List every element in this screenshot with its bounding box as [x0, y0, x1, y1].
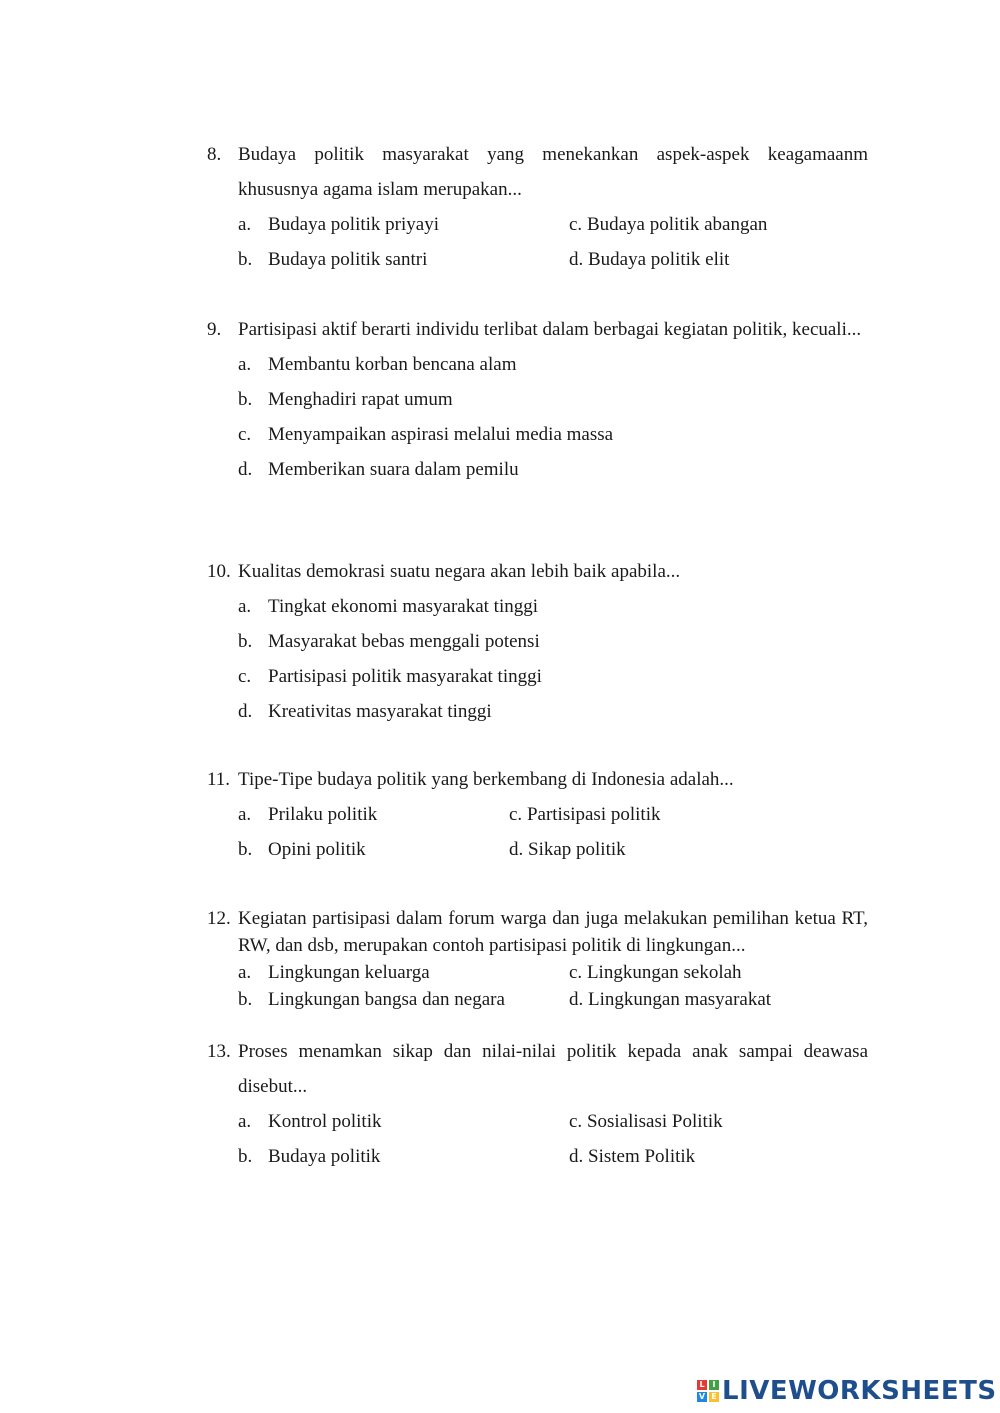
option-text: Kontrol politik: [268, 1111, 382, 1132]
question-stem: [207, 762, 868, 797]
brand-name: LIVEWORKSHEETS: [722, 1376, 997, 1406]
option-a[interactable]: a. Lingkungan keluarga: [238, 962, 430, 983]
question-11: [207, 762, 868, 867]
option-d[interactable]: d. Lingkungan masyarakat: [569, 989, 772, 1010]
option-c[interactable]: c. Partisipasi politik masyarakat tinggi: [238, 666, 542, 687]
option-a[interactable]: a. Prilaku politik: [238, 804, 378, 825]
option-text: Masyarakat bebas menggali potensi: [268, 631, 540, 652]
option-text: Lingkungan masyarakat: [588, 989, 772, 1010]
option-row: [207, 832, 868, 867]
option-text: Sosialisasi Politik: [586, 1111, 723, 1132]
option-row: [207, 242, 868, 277]
question-text: Proses menamkan sikap dan nilai-nilai politik kepada anak sampai deawasa disebut...: [238, 1041, 868, 1097]
option-text: Menyampaikan aspirasi melalui media massa: [268, 424, 614, 445]
question-number: 9.: [207, 319, 222, 340]
question-10: [207, 554, 868, 729]
option-text: Budaya politik: [268, 1146, 381, 1167]
option-text: Lingkungan keluarga: [268, 962, 430, 983]
option-b[interactable]: b. Menghadiri rapat umum: [238, 389, 453, 410]
option-a[interactable]: a. Budaya politik priyayi: [238, 214, 439, 235]
option-text: Lingkungan sekolah: [586, 962, 742, 983]
option-text: Prilaku politik: [268, 804, 378, 825]
option-row: [207, 1104, 868, 1139]
option-b[interactable]: b. Budaya politik santri: [238, 249, 428, 270]
option-text: Budaya politik priyayi: [268, 214, 439, 235]
option-c[interactable]: c. Sosialisasi Politik: [569, 1111, 723, 1132]
option-c[interactable]: c. Menyampaikan aspirasi melalui media massa: [238, 424, 614, 445]
option-row: [207, 797, 868, 832]
option-a[interactable]: a. Membantu korban bencana alam: [238, 354, 517, 375]
option-b[interactable]: b. Opini politik: [238, 839, 366, 860]
option-text: Partisipasi politik: [526, 804, 661, 825]
option-b[interactable]: b. Budaya politik: [238, 1146, 381, 1167]
question-number: 11.: [207, 769, 231, 790]
option-c[interactable]: c. Partisipasi politik: [509, 804, 661, 825]
option-b[interactable]: b. Masyarakat bebas menggali potensi: [238, 631, 540, 652]
option-row: [207, 207, 868, 242]
option-text: Menghadiri rapat umum: [268, 389, 453, 410]
option-b[interactable]: b. Lingkungan bangsa dan negara: [238, 989, 505, 1010]
option-d[interactable]: d. Sistem Politik: [569, 1146, 696, 1167]
option-text: Tingkat ekonomi masyarakat tinggi: [268, 596, 539, 617]
logo-mark-icon: L I V E: [697, 1380, 719, 1402]
question-13: [207, 1034, 868, 1174]
option-a[interactable]: a. Kontrol politik: [238, 1111, 382, 1132]
question-8: [207, 137, 868, 277]
question-number: 12.: [207, 908, 231, 929]
option-text: Memberikan suara dalam pemilu: [268, 459, 519, 480]
question-number: 10.: [207, 561, 231, 582]
option-d[interactable]: d. Memberikan suara dalam pemilu: [238, 459, 519, 480]
question-text: Kegiatan partisipasi dalam forum warga dan juga melakukan pemilihan ketua RT, RW, dan dsb, merupakan contoh partisipasi politik di lingkungan...: [238, 908, 868, 956]
question-text: Kualitas demokrasi suatu negara akan lebih baik apabila...: [238, 561, 681, 582]
question-stem: [207, 554, 868, 589]
option-text: Budaya politik elit: [588, 249, 730, 270]
option-text: Sistem Politik: [588, 1146, 696, 1167]
option-text: Partisipasi politik masyarakat tinggi: [268, 666, 542, 687]
question-stem: [207, 905, 868, 959]
option-a[interactable]: a. Tingkat ekonomi masyarakat tinggi: [238, 596, 539, 617]
question-12: [207, 905, 868, 1013]
liveworksheets-logo[interactable]: [697, 1376, 997, 1406]
option-text: Budaya politik abangan: [586, 214, 768, 235]
option-row: [207, 1139, 868, 1174]
question-stem: [207, 1034, 868, 1104]
question-number: 13.: [207, 1041, 231, 1062]
question-text: Budaya politik masyarakat yang menekankan aspek-aspek keagamaanm khususnya agama islam merupakan...: [238, 144, 868, 200]
option-d[interactable]: d. Sikap politik: [509, 839, 626, 860]
question-stem: [207, 312, 868, 347]
option-text: Membantu korban bencana alam: [268, 354, 517, 375]
option-text: Lingkungan bangsa dan negara: [268, 989, 505, 1010]
option-c[interactable]: c. Budaya politik abangan: [569, 214, 768, 235]
question-stem: [207, 137, 868, 207]
option-d[interactable]: d. Budaya politik elit: [569, 249, 730, 270]
option-text: Opini politik: [268, 839, 366, 860]
question-text: Tipe-Tipe budaya politik yang berkembang di Indonesia adalah...: [238, 769, 734, 790]
question-9: [207, 312, 868, 487]
option-d[interactable]: d. Kreativitas masyarakat tinggi: [238, 701, 492, 722]
question-text: Partisipasi aktif berarti individu terlibat dalam berbagai kegiatan politik, kecuali...: [238, 319, 862, 340]
option-text: Sikap politik: [528, 839, 626, 860]
option-c[interactable]: c. Lingkungan sekolah: [569, 962, 742, 983]
option-row: [207, 986, 868, 1013]
option-text: Budaya politik santri: [268, 249, 428, 270]
question-number: 8.: [207, 144, 222, 165]
option-row: [207, 959, 868, 986]
option-text: Kreativitas masyarakat tinggi: [268, 701, 492, 722]
